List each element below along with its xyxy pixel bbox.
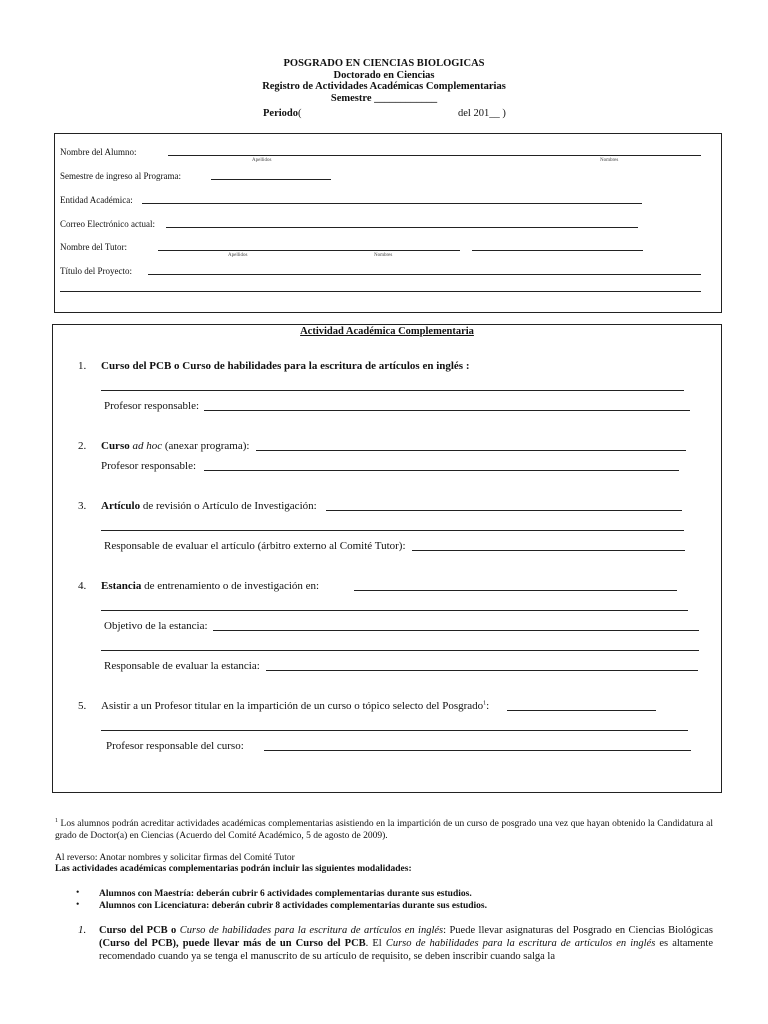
student-name-label: Nombre del Alumno: <box>60 147 137 157</box>
item2-field[interactable] <box>256 450 686 451</box>
titulo-field[interactable] <box>148 274 701 275</box>
entidad-label: Entidad Académica: <box>60 195 133 205</box>
item1-title: Curso del PCB o Curso de habilidades para la escritura de artículos en inglés : <box>101 360 470 372</box>
item3-title <box>101 500 317 512</box>
item2-responsable-label: Profesor responsable: <box>101 460 197 472</box>
mod1-i2: Curso de habilidades para la escritura de artículos en inglés <box>385 938 656 949</box>
tutor-nombres-field[interactable] <box>472 250 643 251</box>
item5-responsable-label: Profesor responsable del curso: <box>106 740 244 752</box>
periodo-year: del 201__ ) <box>458 108 506 119</box>
item1-responsable-field[interactable] <box>204 410 690 411</box>
item1-number: 1. <box>78 360 87 372</box>
footnote-mark: 1 <box>55 818 58 824</box>
correo-field[interactable] <box>166 227 638 228</box>
item4-title <box>101 580 319 592</box>
tutor-apellidos-field[interactable] <box>158 250 460 251</box>
mod1-i1: Curso de habilidades para la escritura de artículos en inglés <box>179 925 444 936</box>
item2-title <box>101 440 249 452</box>
activities-title: Actividad Académica Complementaria <box>300 326 474 337</box>
activities-box <box>52 324 722 793</box>
item1-field[interactable] <box>101 390 684 391</box>
item3-field-line2[interactable] <box>101 530 684 531</box>
entidad-field[interactable] <box>142 203 642 204</box>
item4-bold: Estancia <box>101 580 142 592</box>
semestre-ingreso-field[interactable] <box>211 179 331 180</box>
item3-field[interactable] <box>326 510 682 511</box>
item5-text: Asistir a un Profesor titular en la impartición de un curso o tópico selecto del Posgrado <box>101 700 484 712</box>
periodo-label: Periodo <box>263 108 298 119</box>
item2-rest: (anexar programa): <box>164 440 250 452</box>
item5-field-line2[interactable] <box>101 730 688 731</box>
reverso-note: Al reverso: Anotar nombres y solicitar firmas del Comité Tutor <box>55 853 295 863</box>
item5-title <box>101 700 489 712</box>
item4-responsable-label: Responsable de evaluar la estancia: <box>104 660 260 672</box>
header-registry: Registro de Actividades Académicas Complementarias <box>262 81 506 92</box>
item2-number: 2. <box>78 440 87 452</box>
correo-label: Correo Electrónico actual: <box>60 219 155 229</box>
item5-responsable-field[interactable] <box>264 750 691 751</box>
titulo-field-line2[interactable] <box>60 291 701 292</box>
periodo-open: ( <box>298 108 302 119</box>
bullet-icon: • <box>76 888 80 898</box>
semestre-ingreso-label: Semestre de ingreso al Programa: <box>60 171 181 181</box>
item5-footnote-ref: 1 <box>483 700 487 707</box>
item3-responsable-label: Responsable de evaluar el artículo (árbitro externo al Comité Tutor): <box>104 540 406 552</box>
mod1-t3: es altamente recomendado cuando ya se tenga el manuscrito de su artículo de requisito, se deben inscribir cuando salga la <box>99 938 714 962</box>
item4-field-line2[interactable] <box>101 610 688 611</box>
student-name-field[interactable] <box>168 155 701 156</box>
header-program: POSGRADO EN CIENCIAS BIOLOGICAS <box>283 58 485 69</box>
item4-number: 4. <box>78 580 87 592</box>
item3-number: 3. <box>78 500 87 512</box>
document-header <box>0 58 768 104</box>
item4-responsable-field[interactable] <box>266 670 698 671</box>
item5-number: 5. <box>78 700 87 712</box>
modalidad1-number: 1. <box>78 924 87 936</box>
item2-bold: Curso <box>101 440 130 452</box>
tutor-apellidos-hint: Apellidos <box>228 253 248 258</box>
tutor-label: Nombre del Tutor: <box>60 242 128 252</box>
item1-responsable-label: Profesor responsable: <box>104 400 200 412</box>
mod1-b1: Curso del PCB o <box>99 925 177 936</box>
modalidad1-paragraph <box>99 924 713 963</box>
item3-rest: de revisión o Artículo de Investigación: <box>142 500 317 512</box>
header-semestre: Semestre ____________ <box>330 92 438 104</box>
bullet-icon: • <box>76 900 80 910</box>
item2-responsable-field[interactable] <box>204 470 679 471</box>
item4-objetivo-label: Objetivo de la estancia: <box>104 620 208 632</box>
item4-rest: de entrenamiento o de investigación en: <box>144 580 320 592</box>
tutor-nombres-hint: Nombres <box>374 253 393 258</box>
mod1-b2: (Curso del PCB), puede llevar más de un Curso del PCB <box>99 938 366 949</box>
item3-bold: Artículo <box>101 500 141 512</box>
apellidos-hint: Apellidos <box>252 158 272 163</box>
item2-italic: ad hoc <box>132 440 163 452</box>
mod1-t1: : Puede llevar asignaturas del Posgrado en Ciencias Biológicas <box>443 925 713 936</box>
footnote-text: Los alumnos podrán acreditar actividades académicas complementarias asistiendo en la impartición de un curso de posgrado una vez que hayan obtenido la Candidatura al grado de Doctor(a) en Ciencias (Acuerdo del Comité Académico, 5 de agosto de 2009). <box>55 819 714 842</box>
item5-colon: : <box>486 700 490 712</box>
titulo-label: Título del Proyecto: <box>60 266 132 276</box>
item4-objetivo-field[interactable] <box>213 630 699 631</box>
item3-responsable-field[interactable] <box>412 550 685 551</box>
item5-field[interactable] <box>507 710 656 711</box>
mod1-t2: . El <box>365 938 382 949</box>
footnote <box>55 815 713 842</box>
item4-field[interactable] <box>354 590 677 591</box>
nombres-hint: Nombres <box>600 158 619 163</box>
header-degree: Doctorado en Ciencias <box>333 69 435 81</box>
item4-objetivo-line2[interactable] <box>101 650 699 651</box>
bullet-maestria: Alumnos con Maestría: deberán cubrir 6 actividades complementarias durante sus estudios. <box>99 889 472 899</box>
bullet-licenciatura: Alumnos con Licenciatura: deberán cubrir 8 actividades complementarias durante sus estudios. <box>99 901 488 911</box>
modalidades-intro: Las actividades académicas complementarias podrán incluir las siguientes modalidades: <box>55 864 412 874</box>
